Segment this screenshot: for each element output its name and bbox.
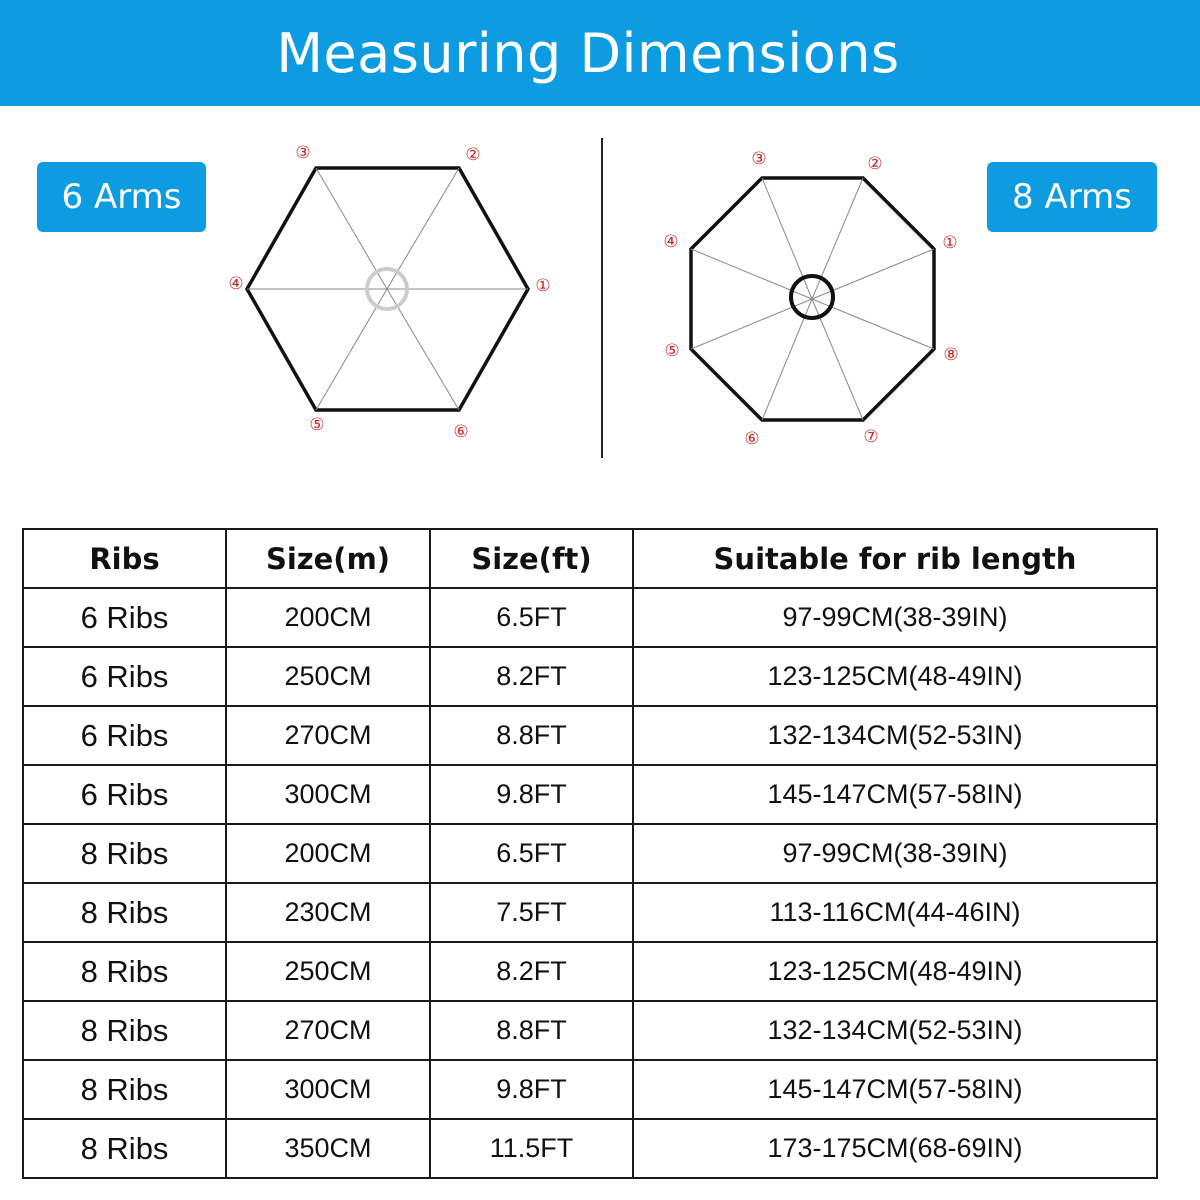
table-row (23, 1001, 1157, 1060)
octagon-hub (791, 276, 833, 318)
hexagon-marker-label: ⑥ (453, 422, 469, 442)
hexagon-marker-label: ① (535, 276, 551, 296)
cell-size-ft: 8.2FT (430, 942, 633, 1001)
cell-size-m: 270CM (226, 706, 430, 765)
cell-rib-length: 97-99CM(38-39IN) (633, 588, 1157, 647)
octagon-marker-5 (664, 341, 679, 361)
cell-rib-length: 123-125CM(48-49IN) (633, 942, 1157, 1001)
hexagon-marker-4 (228, 274, 243, 294)
hexagon-marker-5 (309, 415, 324, 435)
table-row (23, 824, 1157, 883)
cell-ribs: 6 Ribs (23, 588, 226, 647)
cell-size-m: 230CM (226, 883, 430, 942)
hexagon-marker-1 (535, 276, 550, 296)
octagon-marker-4 (663, 232, 678, 252)
header-size-ft: Size(ft) (430, 529, 633, 588)
cell-ribs: 8 Ribs (23, 1060, 226, 1119)
cell-ribs: 6 Ribs (23, 647, 226, 706)
table-row (23, 1119, 1157, 1178)
hexagon-marker-label: ② (465, 145, 481, 165)
table-row (23, 942, 1157, 1001)
hexagon-ribs (247, 168, 528, 410)
cell-size-m: 250CM (226, 942, 430, 1001)
cell-size-ft: 8.2FT (430, 647, 633, 706)
octagon-marker-label: ⑦ (863, 427, 879, 447)
table-row (23, 706, 1157, 765)
hexagon-marker-label: ④ (228, 274, 244, 294)
size-table (22, 528, 1158, 1179)
cell-ribs: 8 Ribs (23, 942, 226, 1001)
cell-size-ft: 11.5FT (430, 1119, 633, 1178)
cell-rib-length: 97-99CM(38-39IN) (633, 824, 1157, 883)
cell-size-ft: 6.5FT (430, 824, 633, 883)
cell-size-m: 200CM (226, 824, 430, 883)
table-row (23, 647, 1157, 706)
octagon-marker-label: ⑤ (664, 341, 680, 361)
cell-size-m: 200CM (226, 588, 430, 647)
octagon-marker-label: ② (867, 154, 883, 174)
cell-ribs: 8 Ribs (23, 824, 226, 883)
cell-size-m: 270CM (226, 1001, 430, 1060)
cell-ribs: 8 Ribs (23, 1001, 226, 1060)
cell-rib-length: 132-134CM(52-53IN) (633, 1001, 1157, 1060)
cell-size-m: 300CM (226, 765, 430, 824)
cell-ribs: 8 Ribs (23, 883, 226, 942)
hexagon-marker-6 (453, 422, 468, 442)
cell-size-m: 350CM (226, 1119, 430, 1178)
six-arms-badge: 6 Arms (37, 162, 206, 232)
hexagon-diagram (228, 143, 550, 442)
octagon-marker-8 (943, 345, 958, 365)
cell-size-m: 300CM (226, 1060, 430, 1119)
page-title: Measuring Dimensions (276, 21, 900, 85)
cell-size-ft: 6.5FT (430, 588, 633, 647)
hexagon-marker-3 (295, 143, 310, 163)
cell-ribs: 8 Ribs (23, 1119, 226, 1178)
cell-rib-length: 145-147CM(57-58IN) (633, 765, 1157, 824)
cell-rib-length: 132-134CM(52-53IN) (633, 706, 1157, 765)
eight-arms-badge: 8 Arms (987, 162, 1157, 232)
cell-rib-length: 113-116CM(44-46IN) (633, 883, 1157, 942)
octagon-marker-2 (867, 154, 882, 174)
table-header-row (23, 529, 1157, 588)
octagon-diagram (663, 149, 958, 449)
octagon-marker-label: ① (942, 233, 958, 253)
octagon-marker-6 (744, 429, 759, 449)
header-ribs: Ribs (23, 529, 226, 588)
hexagon-marker-2 (465, 145, 480, 165)
cell-rib-length: 173-175CM(68-69IN) (633, 1119, 1157, 1178)
octagon-marker-1 (942, 233, 957, 253)
octagon-marker-label: ④ (663, 232, 679, 252)
table-row (23, 883, 1157, 942)
cell-size-ft: 8.8FT (430, 706, 633, 765)
hexagon-marker-label: ⑤ (309, 415, 325, 435)
table-row (23, 588, 1157, 647)
umbrella-diagrams (0, 0, 1200, 480)
table-row (23, 1060, 1157, 1119)
header-rib-length: Suitable for rib length (633, 529, 1157, 588)
octagon-marker-7 (863, 427, 878, 447)
cell-size-ft: 7.5FT (430, 883, 633, 942)
hexagon-marker-label: ③ (295, 143, 311, 163)
cell-ribs: 6 Ribs (23, 765, 226, 824)
cell-size-m: 250CM (226, 647, 430, 706)
header-size-m: Size(m) (226, 529, 430, 588)
octagon-marker-3 (751, 149, 766, 169)
cell-size-ft: 8.8FT (430, 1001, 633, 1060)
octagon-marker-label: ⑥ (744, 429, 760, 449)
cell-size-ft: 9.8FT (430, 765, 633, 824)
cell-rib-length: 123-125CM(48-49IN) (633, 647, 1157, 706)
octagon-marker-label: ⑧ (943, 345, 959, 365)
cell-rib-length: 145-147CM(57-58IN) (633, 1060, 1157, 1119)
cell-size-ft: 9.8FT (430, 1060, 633, 1119)
table-row (23, 765, 1157, 824)
octagon-marker-label: ③ (751, 149, 767, 169)
cell-ribs: 6 Ribs (23, 706, 226, 765)
